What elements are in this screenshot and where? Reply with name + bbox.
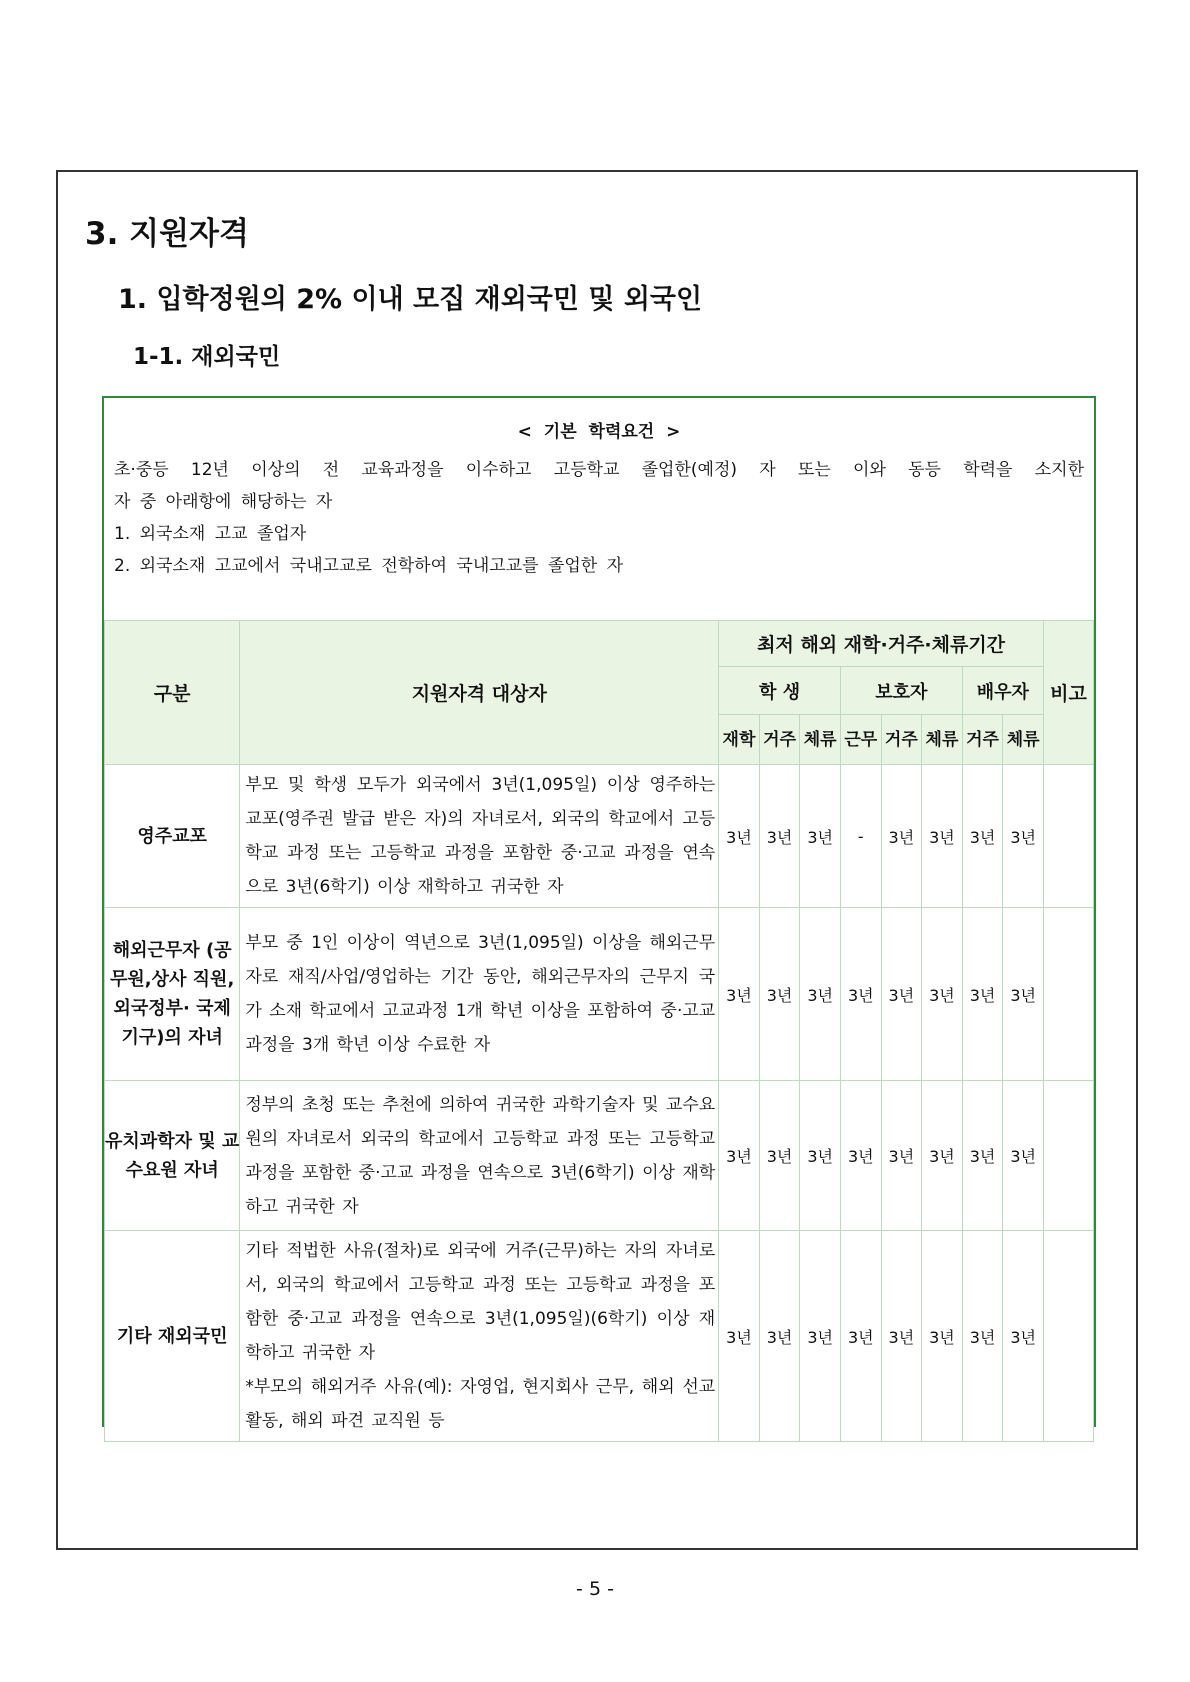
row-value: 3년: [719, 765, 760, 908]
row-description: 부모 중 1인 이상이 역년으로 3년(1,095일) 이상을 해외근무자로 재직/사업/영업하는 기간 동안, 해외근무자의 근무지 국가 소재 학교에서 고교과정 1개 학년 이상을 포함하여 중·고교과정을 3개 학년 이상 수료한 자: [240, 908, 719, 1081]
row-value: 3년: [1003, 1081, 1044, 1231]
row-description: 부모 및 학생 모두가 외국에서 3년(1,095일) 이상 영주하는 교포(영주권 발급 받은 자)의 자녀로서, 외국의 학교에서 고등학교 과정 또는 고등학교 과정을 포함한 중·고교 과정을 연속으로 3년(6학기) 이상 재학하고 귀국한 자: [240, 765, 719, 908]
header-group-spouse: 배우자: [962, 667, 1043, 715]
row-remark: [1043, 1081, 1093, 1231]
basic-requirements: [104, 398, 1094, 620]
table-row: [105, 1081, 1094, 1231]
row-value: 3년: [759, 1231, 800, 1442]
row-description: 기타 적법한 사유(절차)로 외국에 거주(근무)하는 자의 자녀로서, 외국의 학교에서 고등학교 과정 또는 고등학교 과정을 포함한 중·고교 과정을 연속으로 3년(1,095일)(6학기) 이상 재학하고 귀국한 자: [245, 1241, 716, 1363]
row-value: 3년: [800, 765, 841, 908]
header-group-guardian: 보호자: [840, 667, 962, 715]
table-row: [105, 908, 1094, 1081]
row-value: 3년: [922, 765, 963, 908]
header-sub: 체류: [1003, 715, 1044, 765]
row-value: 3년: [962, 1081, 1003, 1231]
row-value: 3년: [1003, 1231, 1044, 1442]
basic-requirements-item: 2. 외국소재 고교에서 국내고교로 전학하여 국내고교를 졸업한 자: [114, 556, 624, 576]
row-value: 3년: [759, 765, 800, 908]
row-value: 3년: [1003, 908, 1044, 1081]
header-sub: 거주: [881, 715, 922, 765]
subsection-title: 1. 입학정원의 2% 이내 모집 재외국민 및 외국인: [118, 284, 703, 315]
row-value: 3년: [719, 908, 760, 1081]
header-sub: 체류: [800, 715, 841, 765]
row-value: 3년: [1003, 765, 1044, 908]
header-group-student: 학 생: [719, 667, 841, 715]
row-value: 3년: [962, 1231, 1003, 1442]
row-value: 3년: [840, 908, 881, 1081]
eligibility-table: [104, 620, 1094, 1442]
row-category: 해외근무자 (공무원,상사 직원,외국정부· 국제기구)의 자녀: [105, 908, 240, 1081]
row-description-cell: [240, 1231, 719, 1442]
row-value: 3년: [800, 908, 841, 1081]
header-sub: 거주: [962, 715, 1003, 765]
header-target: 지원자격 대상자: [240, 621, 719, 765]
requirements-box: [102, 396, 1096, 1431]
row-value: 3년: [719, 1231, 760, 1442]
row-value: 3년: [759, 1081, 800, 1231]
table-row: [105, 1231, 1094, 1442]
row-value: 3년: [881, 908, 922, 1081]
row-value: 3년: [922, 1081, 963, 1231]
header-sub: 재학: [719, 715, 760, 765]
row-remark: [1043, 765, 1093, 908]
header-category: 구분: [105, 621, 240, 765]
row-value: 3년: [881, 1231, 922, 1442]
row-value: 3년: [719, 1081, 760, 1231]
row-note: *부모의 해외거주 사유(예): 자영업, 현지회사 근무, 해외 선교활동, 해외 파견 교직원 등: [245, 1377, 716, 1431]
header-sub: 근무: [840, 715, 881, 765]
basic-requirements-text-line1: 초·중등 12년 이상의 전 교육과정을 이수하고 고등학교 졸업한(예정) 자 또는 이와 동등 학력을 소지한: [114, 460, 1084, 480]
basic-requirements-text-line2: 자 중 아래항에 해당하는 자: [114, 492, 333, 512]
row-value: 3년: [800, 1081, 841, 1231]
subsubsection-title: 1-1. 재외국민: [133, 344, 281, 370]
row-category: 기타 재외국민: [105, 1231, 240, 1442]
header-remark: 비고: [1043, 621, 1093, 765]
row-category: 유치과학자 및 교수요원 자녀: [105, 1081, 240, 1231]
row-value: 3년: [759, 908, 800, 1081]
row-value: 3년: [840, 1081, 881, 1231]
row-value: 3년: [922, 908, 963, 1081]
header-sub: 체류: [922, 715, 963, 765]
row-value: 3년: [962, 765, 1003, 908]
basic-requirements-title: < 기본 학력요건 >: [517, 422, 681, 442]
row-remark: [1043, 908, 1093, 1081]
row-value: 3년: [881, 1081, 922, 1231]
row-remark: [1043, 1231, 1093, 1442]
row-value: 3년: [881, 765, 922, 908]
section-title: 3. 지원자격: [85, 216, 249, 252]
row-value: -: [840, 765, 881, 908]
header-sub: 거주: [759, 715, 800, 765]
row-value: 3년: [962, 908, 1003, 1081]
row-value: 3년: [800, 1231, 841, 1442]
row-description: 정부의 초청 또는 추천에 의하여 귀국한 과학기술자 및 교수요원의 자녀로서 외국의 학교에서 고등학교 과정 또는 고등학교 과정을 포함한 중·고교 과정을 연속으로 3년(6학기) 이상 재학하고 귀국한 자: [240, 1081, 719, 1231]
basic-requirements-item: 1. 외국소재 고교 졸업자: [114, 524, 307, 544]
page-number: - 5 -: [576, 1578, 614, 1600]
row-value: 3년: [840, 1231, 881, 1442]
row-value: 3년: [922, 1231, 963, 1442]
table-row: [105, 765, 1094, 908]
row-category: 영주교포: [105, 765, 240, 908]
header-period: 최저 해외 재학·거주·체류기간: [719, 621, 1044, 667]
